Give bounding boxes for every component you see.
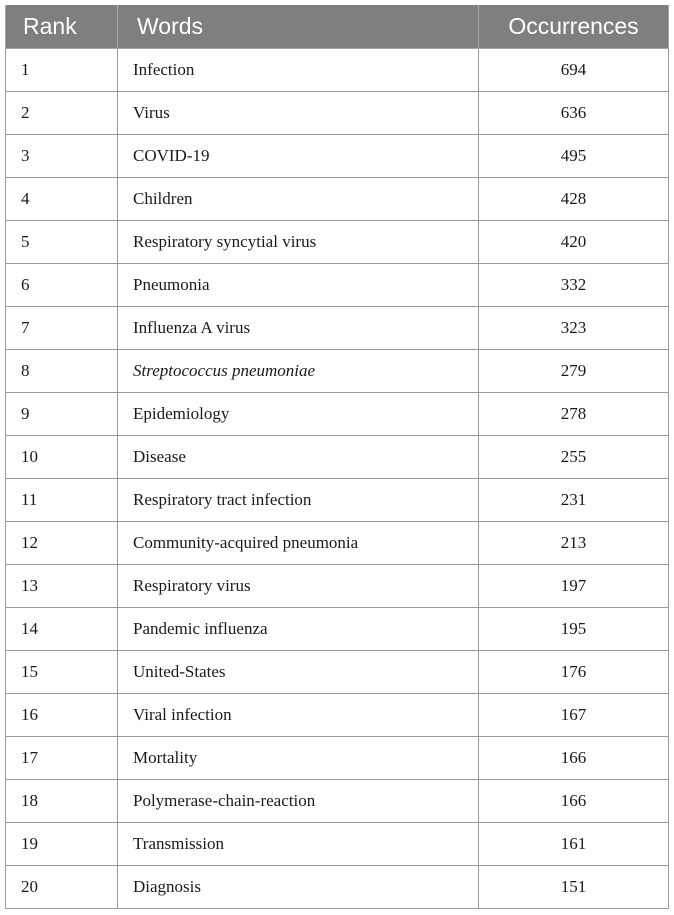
occurrences-cell: 278 (479, 393, 669, 436)
word-cell: Respiratory virus (118, 565, 479, 608)
rank-cell: 3 (6, 135, 118, 178)
table-row (6, 565, 669, 608)
table-row (6, 780, 669, 823)
occurrences-cell: 495 (479, 135, 669, 178)
occurrences-cell: 166 (479, 737, 669, 780)
word-occurrence-table (5, 5, 669, 909)
rank-cell: 8 (6, 350, 118, 393)
rank-cell: 20 (6, 866, 118, 909)
rank-cell: 17 (6, 737, 118, 780)
occurrences-cell: 167 (479, 694, 669, 737)
occurrences-cell: 213 (479, 522, 669, 565)
rank-cell: 12 (6, 522, 118, 565)
rank-cell: 2 (6, 92, 118, 135)
rank-cell: 4 (6, 178, 118, 221)
table-row (6, 866, 669, 909)
word-cell: Respiratory tract infection (118, 479, 479, 522)
table-row (6, 522, 669, 565)
word-cell: Respiratory syncytial virus (118, 221, 479, 264)
word-cell: Diagnosis (118, 866, 479, 909)
occurrences-cell: 197 (479, 565, 669, 608)
occurrences-cell: 279 (479, 350, 669, 393)
table-row (6, 479, 669, 522)
rank-cell: 5 (6, 221, 118, 264)
word-cell: Virus (118, 92, 479, 135)
header-rank: Rank (6, 5, 118, 49)
occurrences-cell: 420 (479, 221, 669, 264)
rank-cell: 15 (6, 651, 118, 694)
occurrences-cell: 176 (479, 651, 669, 694)
table-row (6, 92, 669, 135)
word-cell: COVID-19 (118, 135, 479, 178)
table-body (6, 49, 669, 909)
rank-cell: 7 (6, 307, 118, 350)
word-cell: Streptococcus pneumoniae (118, 350, 479, 393)
table-row (6, 264, 669, 307)
word-cell: Pneumonia (118, 264, 479, 307)
occurrences-cell: 166 (479, 780, 669, 823)
rank-cell: 13 (6, 565, 118, 608)
occurrences-cell: 636 (479, 92, 669, 135)
table-row (6, 350, 669, 393)
word-cell: Polymerase-chain-reaction (118, 780, 479, 823)
rank-cell: 18 (6, 780, 118, 823)
word-cell: Transmission (118, 823, 479, 866)
header-row (6, 5, 669, 49)
rank-cell: 16 (6, 694, 118, 737)
rank-cell: 10 (6, 436, 118, 479)
table-row (6, 694, 669, 737)
table-row (6, 393, 669, 436)
table-row (6, 221, 669, 264)
table-row (6, 178, 669, 221)
occurrences-cell: 151 (479, 866, 669, 909)
occurrences-cell: 255 (479, 436, 669, 479)
table-row (6, 823, 669, 866)
occurrences-cell: 323 (479, 307, 669, 350)
occurrences-cell: 428 (479, 178, 669, 221)
rank-cell: 1 (6, 49, 118, 92)
header-occurrences: Occurrences (479, 5, 669, 49)
table-header (6, 5, 669, 49)
word-cell: Viral infection (118, 694, 479, 737)
word-cell: Influenza A virus (118, 307, 479, 350)
word-cell: Epidemiology (118, 393, 479, 436)
table-row (6, 135, 669, 178)
table-row (6, 608, 669, 651)
word-cell: Children (118, 178, 479, 221)
rank-cell: 14 (6, 608, 118, 651)
header-words: Words (118, 5, 479, 49)
occurrences-cell: 231 (479, 479, 669, 522)
word-cell: Pandemic influenza (118, 608, 479, 651)
occurrences-cell: 161 (479, 823, 669, 866)
rank-cell: 9 (6, 393, 118, 436)
word-cell: Community-acquired pneumonia (118, 522, 479, 565)
rank-cell: 19 (6, 823, 118, 866)
table-row (6, 651, 669, 694)
occurrences-cell: 332 (479, 264, 669, 307)
table-row (6, 49, 669, 92)
word-cell: Mortality (118, 737, 479, 780)
table-row (6, 307, 669, 350)
word-cell: Infection (118, 49, 479, 92)
word-cell: United-States (118, 651, 479, 694)
table-row (6, 737, 669, 780)
word-occurrence-table-container (5, 5, 668, 909)
rank-cell: 6 (6, 264, 118, 307)
occurrences-cell: 195 (479, 608, 669, 651)
rank-cell: 11 (6, 479, 118, 522)
occurrences-cell: 694 (479, 49, 669, 92)
table-row (6, 436, 669, 479)
word-cell: Disease (118, 436, 479, 479)
